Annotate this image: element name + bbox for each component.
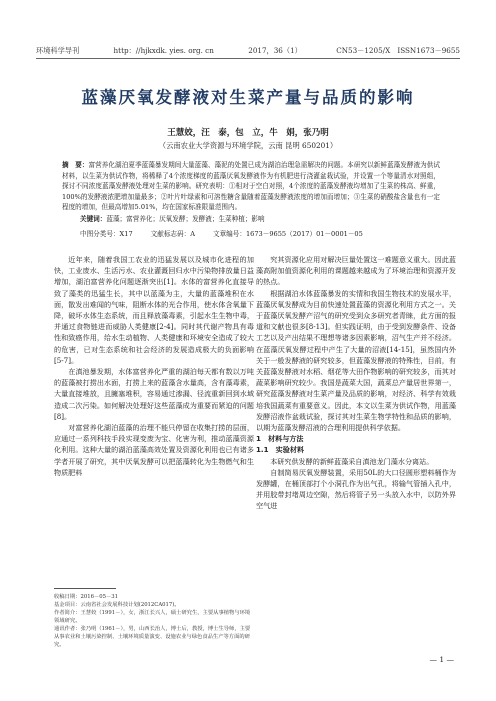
- header-divider: [36, 58, 460, 59]
- body-column-left: [54, 254, 254, 478]
- journal-url[interactable]: http：//hjkxdk. yies. org. cn: [113, 46, 214, 55]
- keywords-block: [80, 214, 440, 224]
- journal-issn: CN53－1205/X ISSN1673－9655: [336, 46, 460, 55]
- running-header: [36, 44, 460, 56]
- subsection-heading: 1.1 实验材料: [256, 445, 305, 455]
- keywords-label: 关键词：: [80, 215, 107, 223]
- corresponding-author: 通讯作者：张乃明（1961－），男，山西长治人，博士后，教授，博士生导师，主要从事农业和土壤污染控制、土壤环境质量演变、设施农业与绿色食品生产等方面的研究。: [54, 626, 251, 648]
- paper-title: 蓝藻厌氧发酵液对生菜产量与品质的影响: [81, 88, 415, 107]
- section-heading: 1 材料与方法: [256, 434, 304, 444]
- footnote-block: [54, 593, 254, 649]
- paragraph: 自制简易厌氧发酵装置，采用50L的大口径圆形塑料桶作为发酵罐，在桶顶部打个小洞孔作为出气孔，将输气管插入孔中，并用胶带封堵周边空隙，然后将管子另一头放入水中，以防外界空气进: [256, 467, 456, 511]
- footnote-divider: [54, 588, 116, 589]
- funding-note: 基金项目：云南省社会发展科技计划(2012CA017)。: [54, 602, 180, 608]
- body-column-right: [256, 254, 456, 512]
- paragraph: 本研究供发酵的新鲜蓝藻采自滇池龙门藻水分离站。: [270, 456, 434, 466]
- paragraph: 对富营养化湖泊蓝藻的治理不能只停留在收集打捞的层面，应通过一系列科技手段实现变废为宝、化害为利，推动蓝藻资源化利用。这种大量的湖泊蓝藻高效处置及资源化利用也已有诸多学者开展了研究，其中厌氧发酵可以把蓝藻转化为生物燃气和生物质肥料: [54, 423, 254, 477]
- article-number: 文章编号：1673－9655（2017）01－0001－05: [212, 230, 363, 238]
- paragraph: 根据湖泊水体蓝藻暴发的实情和我国生物技术的发展水平，蓝藻厌氧发酵成为目前快速处置蓝藻的资源化利用方式之一。关于蓝藻厌氧发酵产沼气的研究受到众多研究者青睐，此方面的报道和文献也很多[8-13]。但实践证明，由于受到发酵条件、设备工艺以及产出结果不理想等诸多因素影响，沼气生产并不经济。在蓝藻厌氧发酵过程中产生了大量的沼液[14-15]，虽然国内外关于一般发酵液的研究较多，但蓝藻发酵液的特殊性，目前，有关蓝藻发酵液对水稻、烟花等大田作物影响的研究较多，而其对蔬菜影响研究较少。我国是蔬菜大国，蔬菜总产量居世界第一，研究蓝藻发酵液对生菜产量及品质的影响，对经济、科学有效栽培我国蔬菜有重要意义。因此，本文以生菜为供试作物，用蓝藻发酵沼液作盆栽试验，探讨其对生菜生物学特性和品质的影响，以期为蓝藻发酵沼液的合理利用提供科学依据。: [256, 288, 456, 433]
- abstract-block: [62, 160, 440, 213]
- paragraph: 在滇池暴发期，水体富营养化严重的湖泊每天都有数以万吨的蓝藻被打捞出水面，打捞上来的蓝藻含水量高，含有藻毒素，大量直接堆放，且臃塞堆积，容易通过渗漏、径流重新回到水域造成二次污染。如何解决处理好这些蓝藻成为重要而紧迫的问题[8]。: [54, 367, 254, 421]
- journal-name: 环境科学导刊: [36, 46, 80, 55]
- page-number: — 1 —: [429, 655, 454, 664]
- keywords-text: 蓝藻；富营养化；厌氧发酵；发酵液；生菜种植；影响: [106, 215, 265, 223]
- clc-number: 中图分类号：X17: [80, 230, 133, 238]
- affiliation: （云南农业大学资源与环境学院，云南 昆明 650201）: [158, 141, 338, 150]
- journal-volume: 2017，36（1）: [248, 46, 302, 55]
- paragraph: 究其资源化应用对解决巨量处置这一难题意义重大。因此蓝藻高附加值资源化利用的课题越来越成为了环境治理和资源开发的热点。: [256, 255, 456, 287]
- author-list: 王慧姣，汪 泰，包 立，牛 娟，张乃明: [167, 128, 329, 138]
- abstract-text: 富营养化湖泊夏季蓝藻暴发期间大量蓝藻、藻泥的处置已成为湖泊治理急需解决的问题。本研究以新鲜蓝藻发酵液为供试材料，以生菜为供试作物，将稀释了4个浓度梯度的蓝藻厌氧发酵液作为有机肥进行浇灌盆栽试验，并设置一个等量清水对照组，探讨不同浓度蓝藻发酵液处理对生菜的影响。研究表明：①相对于空白对照，4个浓度的蓝藻发酵液均增加了生菜的株高、鲜重，100%的发酵液浓肥增加量最多；②叶片叶绿素和可溶性糖含量随着蓝藻发酵液浓度的增加而增加；③生菜的硝酸盐含量也有一定程度的增加，但最高增加5.01%，均在国家标准限量范围内。: [62, 161, 440, 212]
- doc-code: 文献标志码：A: [150, 230, 195, 238]
- abstract-label: 摘 要：: [62, 161, 89, 169]
- author-bio: 作者简介：王慧姣（1991－），女，浙江长兴人，硕士研究生，主要从事植物与环境领域研究。: [54, 610, 251, 624]
- paragraph: 近年来，随着我国工农业的迅猛发展以及城市化进程的加快，工业废水、生活污水、农业灌溉回归水中污染物排放量日益增加，湖泊富营养化问题逐渐突出[1]。水体的富营养化直接导致了藻类的迅猛生长，其中以蓝藻为主，大量的蓝藻堆积在水面，散发出难闻的气味，阻断水体的光合作用，使水体含氧量下降，破坏水体生态系统，而且释放藻毒素，引起水生生物中毒，并通过食物链进而威胁人类健康[2-4]。同时其代谢产物具有毒性和致癌作用，给水生动植物、人类健康和环境安全造成了较大的危害，已对生态系统和社会经济的发展造成极大的负面影响[5-7]。: [54, 255, 254, 365]
- received-date: 收稿日期：2016－05－31: [54, 594, 119, 600]
- classification-line: [80, 228, 440, 238]
